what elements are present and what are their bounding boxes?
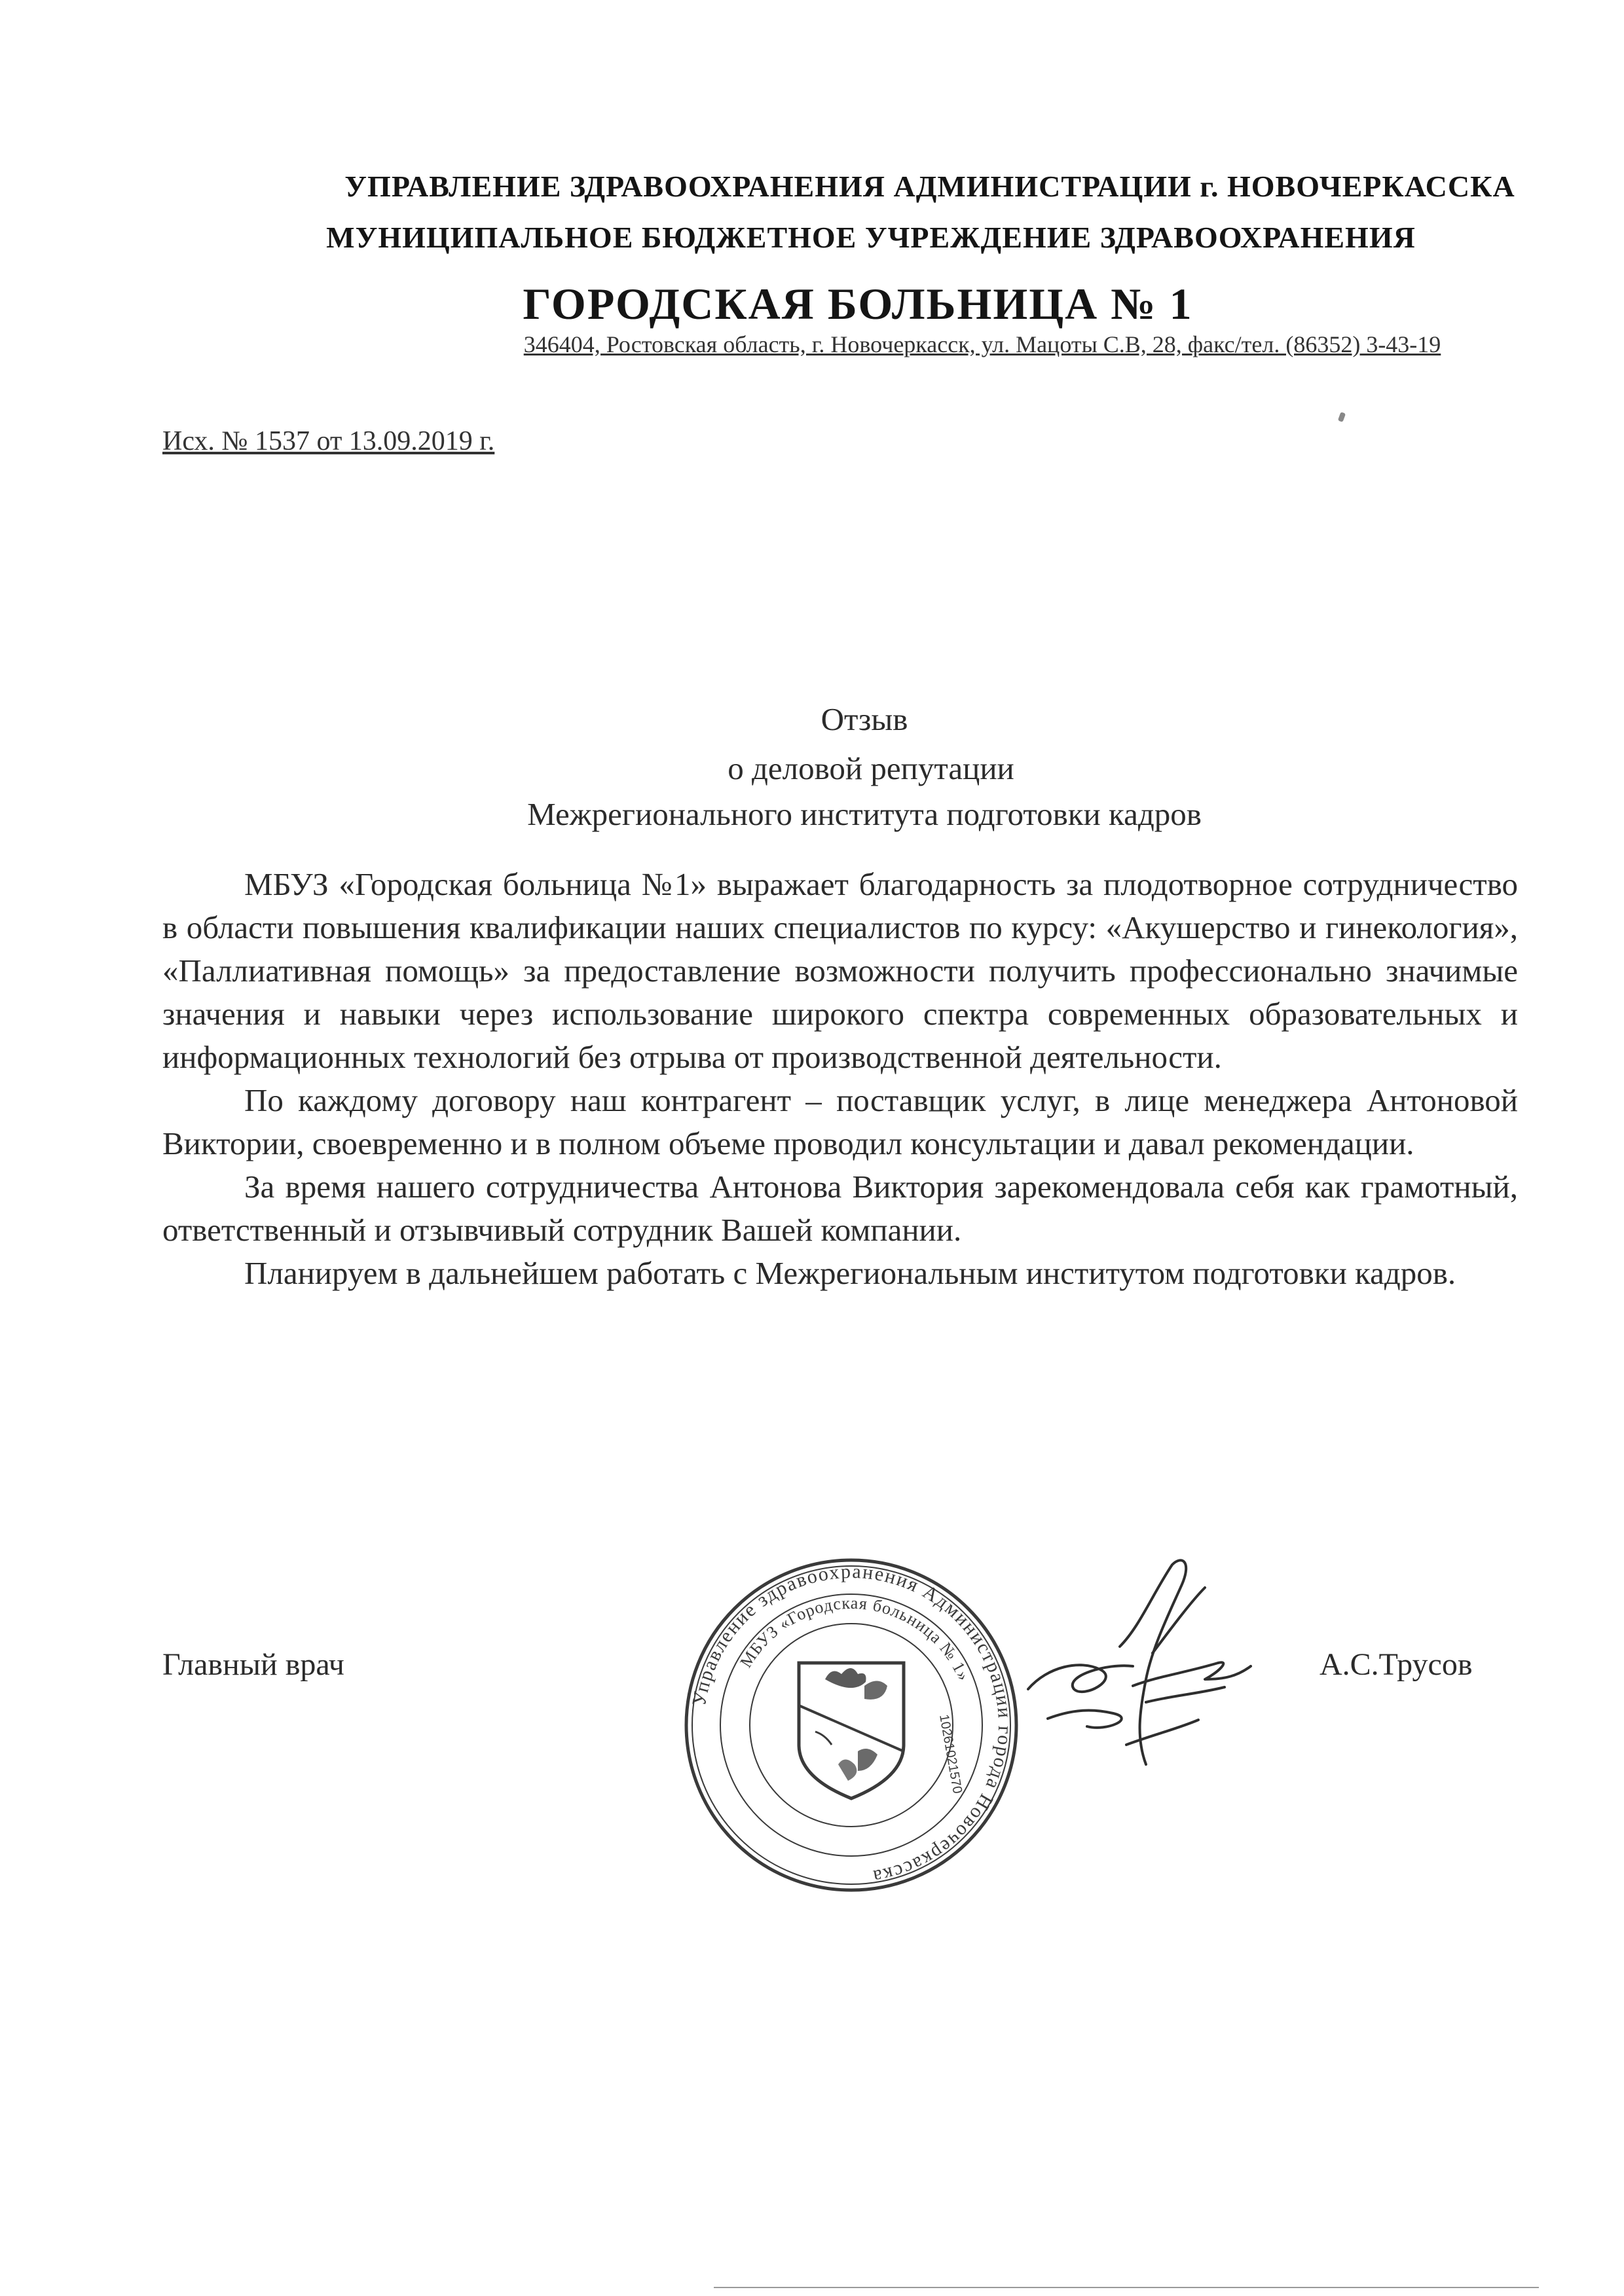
outgoing-number: Исх. № 1537 от 13.09.2019 г. bbox=[162, 426, 495, 456]
header-institution-type: МУНИЦИПАЛЬНОЕ БЮДЖЕТНОЕ УЧРЕЖДЕНИЕ ЗДРАВООХРАНЕНИЯ bbox=[326, 221, 1416, 254]
letter-subject: Межрегионального института подготовки кадров bbox=[527, 796, 1202, 832]
scan-speck bbox=[1338, 412, 1346, 422]
paragraph: МБУЗ «Городская больница №1» выражает благодарность за плодотворное сотрудничество в области повышения квалификации наших специалистов по курсу: «Акушерство и гинекология», «Паллиативная помощь» за предоставление возможности получить профессионально значимые значения и навыки через использование широкого спектра современных образовательных и информационных технологий без отрыва от производственной деятельности. bbox=[162, 866, 1518, 1075]
letter-subtitle: о деловой репутации bbox=[728, 750, 1014, 786]
paragraph: За время нашего сотрудничества Антонова Виктория зарекомендовала себя как грамотный, ответственный и отзывчивый сотрудник Вашей компании. bbox=[162, 1169, 1518, 1248]
header-address: 346404, Ростовская область, г. Новочеркасск, ул. Мацоты С.В, 28, факс/тел. (86352) 3-43-19 bbox=[523, 331, 1441, 357]
paragraph: Планируем в дальнейшем работать с Межрегиональным институтом подготовки кадров. bbox=[244, 1255, 1456, 1291]
coat-of-arms-icon bbox=[799, 1663, 904, 1798]
letter-title: Отзыв bbox=[821, 701, 908, 737]
signer-position: Главный врач bbox=[162, 1647, 344, 1682]
header-institution-name: ГОРОДСКАЯ БОЛЬНИЦА № 1 bbox=[523, 279, 1193, 329]
signer-name: А.С.Трусов bbox=[1320, 1647, 1473, 1682]
header-department: УПРАВЛЕНИЕ ЗДРАВООХРАНЕНИЯ АДМИНИСТРАЦИИ г. НОВОЧЕРКАССКА bbox=[344, 170, 1515, 203]
handwritten-signature bbox=[1022, 1548, 1270, 1791]
official-stamp bbox=[681, 1555, 1022, 1895]
letter-body bbox=[162, 863, 1518, 1295]
stamp-outer-textpath: Управление здравоохранения Администрации города Новочеркасска bbox=[688, 1560, 1016, 1888]
scan-edge-line bbox=[714, 2287, 1539, 2288]
paragraph: По каждому договору наш контрагент – поставщик услуг, в лице менеджера Антоновой Виктории, своевременно и в полном объеме проводил консультации и давал рекомендации. bbox=[162, 1082, 1518, 1161]
stamp-number: 10261021570 bbox=[936, 1713, 965, 1795]
stamp-inner-textpath: МБУЗ «Городская больница № 1» bbox=[736, 1593, 974, 1685]
